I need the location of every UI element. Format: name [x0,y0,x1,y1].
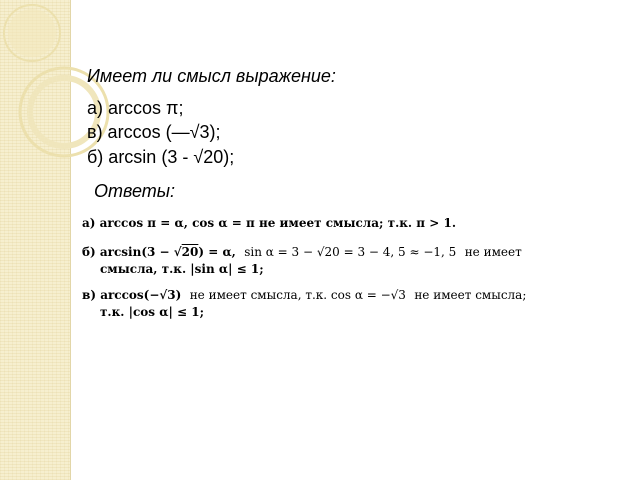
question-title: Имеет ли смысл выражение: [87,66,336,86]
task-item-v: в) arccos (—√3); [87,122,221,142]
task-item-b: б) arcsin (3 - √20); [87,147,235,167]
solution-b-expression-end: ) = α, [198,245,236,259]
solution-b-sine-value: sin α = 3 − √20 = 3 − 4, 5 ≈ −1, 5 [244,245,457,259]
solution-b-radicand: 20 [181,245,199,259]
task-item-a: а) arccos π; [87,98,184,118]
solution-c-label: в) [82,288,97,302]
solution-a-expression: arccos π = α, cos α = π [99,216,255,230]
solution-c-line2: т.к. |cos α| ≤ 1; [100,305,205,319]
solution-c-line1 [82,288,526,302]
solution-a-conclusion: не имеет смысла; т.к. π > 1. [258,216,457,230]
solution-b-line1 [82,245,522,259]
solution-a [82,216,456,230]
solution-b-line2: смысла, т.к. |sin α| ≤ 1; [100,262,264,276]
solution-c-cosine-statement: не имеет смысла, т.к. cos α = −√3 [189,288,406,302]
solution-b-label: б) [82,245,96,259]
solution-a-label: а) [82,216,96,230]
solution-b-conclusion: не имеет [464,245,522,259]
solution-c-expression: arccos(−√3) [100,288,182,302]
solution-b-expression-start: arcsin(3 − √ [99,245,182,259]
solution-c-conclusion: не имеет смысла; [414,288,527,302]
answers-heading: Ответы: [94,181,176,201]
